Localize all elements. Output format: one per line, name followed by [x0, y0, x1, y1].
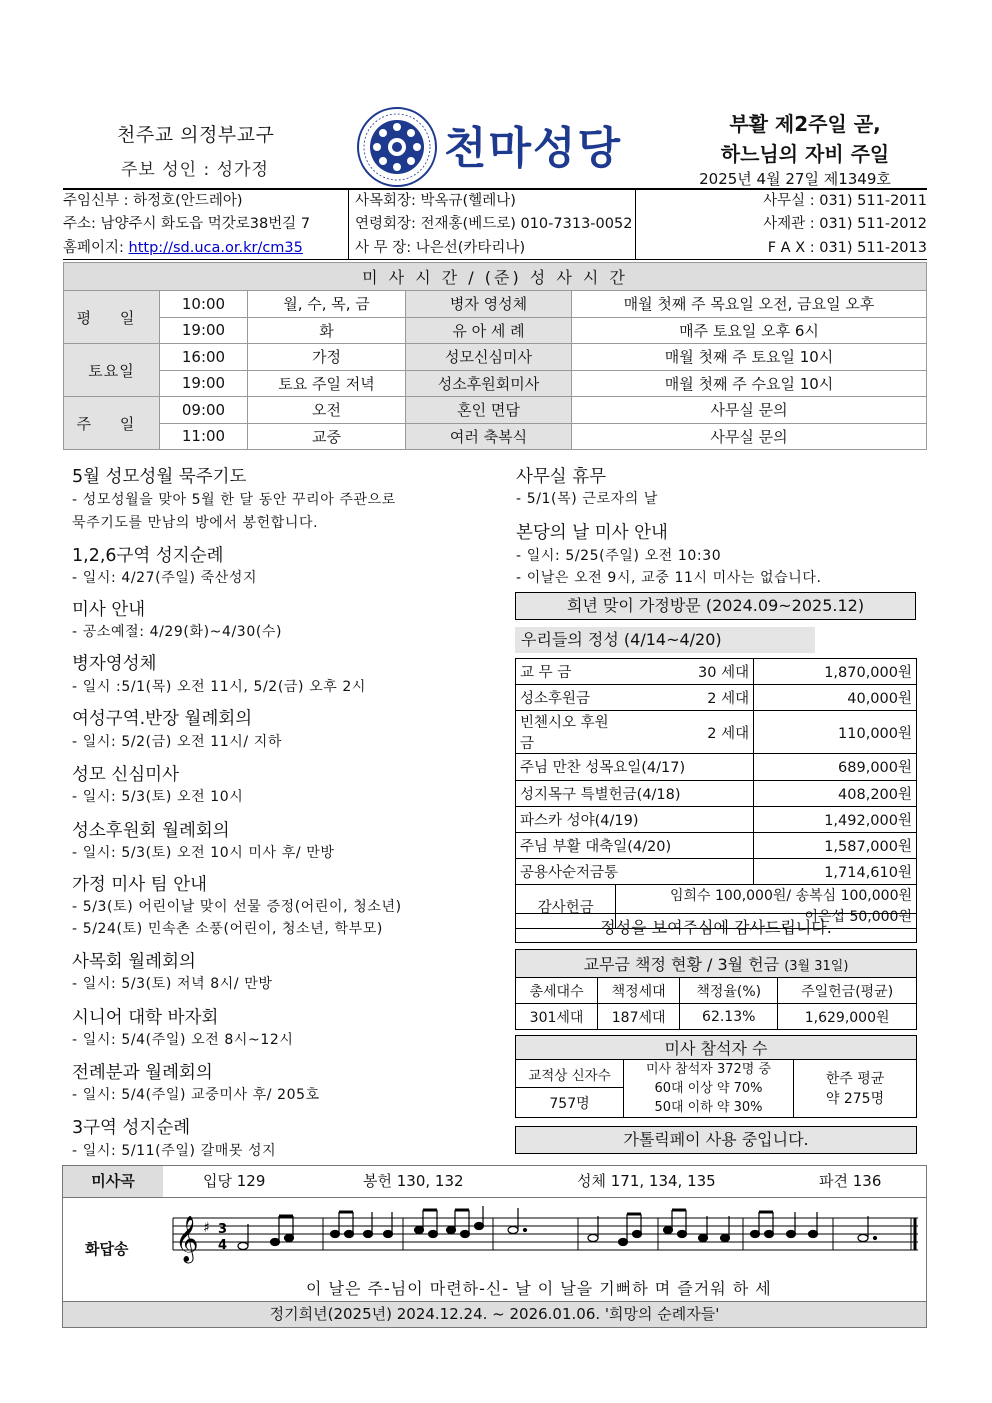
psalm-score: [163, 1206, 923, 1276]
news-line: - 일시 :5/1(목) 오전 11시, 5/2(금) 오후 2시: [72, 679, 367, 695]
offering-name: 빈첸시오 후원금: [516, 711, 616, 754]
news-line: - 일시: 5/4(주일) 교중미사 후/ 205호: [72, 1087, 320, 1103]
weekly-average-label: 한주 평균: [825, 1070, 885, 1087]
offertory-hymn: 봉헌 130, 132: [363, 1172, 464, 1190]
homepage-label: 홈페이지:: [63, 239, 129, 256]
table-row: [516, 780, 917, 806]
time-sig-top: 3: [218, 1222, 228, 1237]
mass-day: 가정: [248, 344, 406, 371]
treble-clef-icon: 𝄞: [175, 1216, 199, 1262]
sacrament-name: 유 아 세 례: [406, 317, 572, 344]
church-name: 천마성당: [444, 123, 623, 174]
news-line: - 일시: 5/4(주일) 오전 8시~12시: [72, 1032, 294, 1048]
offering-name: 주님 만찬 성목요일(4/17): [516, 754, 754, 780]
news-line: - 일시: 5/3(토) 저녁 8시/ 만방: [72, 976, 273, 992]
offering-name: 성지목구 특별헌금(4/18): [516, 780, 754, 806]
news-line: 묵주기도를 만남의 방에서 봉헌합니다.: [72, 515, 319, 531]
sacrament-time: 사무실 문의: [572, 397, 927, 424]
issue-date: 2025년 4월 27일 제1349호: [699, 170, 891, 188]
news-title: 성모 신심미사: [72, 765, 179, 785]
thanks-offering-label: 감사헌금: [516, 885, 616, 929]
mass-day: 교중: [248, 423, 406, 450]
table-row: [516, 806, 917, 832]
tithe-value: 187세대: [598, 1004, 680, 1030]
group-sunday: 주 일: [64, 397, 160, 450]
news-title: 전례분과 월례회의: [72, 1063, 213, 1083]
sacrament-name: 혼인 면담: [406, 397, 572, 424]
rectory-phone: 사제관 : 031) 511-2012: [763, 216, 927, 233]
table-row: [516, 659, 917, 685]
feast-title-line1: 부활 제2주일 곧,: [729, 112, 881, 136]
entrance-hymn: 입당 129: [203, 1172, 266, 1190]
table-row: [516, 754, 917, 780]
table-row: [516, 685, 917, 711]
psalm-label: 화답송: [85, 1240, 129, 1258]
mass-music-label: 미사곡: [63, 1166, 163, 1197]
mass-day: 오전: [248, 397, 406, 424]
weekly-average-value: 약 275명: [825, 1090, 885, 1107]
fax: F A X : 031) 511-2013: [767, 239, 927, 256]
offerings-table: [515, 658, 917, 929]
news-title: 미사 안내: [72, 600, 146, 620]
patron-saint: 주보 성인 : 성가정: [121, 160, 269, 180]
sacrament-time: 매주 토요일 오후 6시: [572, 317, 927, 344]
mass-schedule-table: [63, 262, 927, 450]
catholic-pay-banner: 가톨릭페이 사용 중입니다.: [515, 1126, 917, 1154]
home-visit-banner: 희년 맞이 가정방문 (2024.09~2025.12): [515, 592, 916, 620]
mass-time: 16:00: [160, 344, 248, 371]
pastor: 주임신부 : 하정호(안드레아): [63, 193, 243, 209]
tithe-table: [515, 949, 917, 1030]
group-saturday: 토요일: [64, 344, 160, 397]
offering-amount: 40,000원: [754, 685, 917, 711]
attendance-detail: 50대 이하 약 30%: [654, 1100, 763, 1115]
news-line: - 이날은 오전 9시, 교중 11시 미사는 없습니다.: [516, 570, 822, 586]
sacrament-time: 매월 첫째 주 토요일 10시: [572, 344, 927, 371]
attendance-detail: 미사 참석자 372명 중: [645, 1062, 772, 1077]
thanks-offering-line1: 임희수 100,000원/ 송복심 100,000원: [669, 887, 912, 904]
tithe-header: 주일헌금(평균): [778, 978, 917, 1004]
sacrament-time: 매월 첫째 주 수요일 10시: [572, 370, 927, 397]
mass-time: 09:00: [160, 397, 248, 424]
table-row: [516, 832, 917, 858]
news-title: 성소후원회 월례회의: [72, 821, 230, 841]
mass-day: 화: [248, 317, 406, 344]
offering-amount: 1,587,000원: [754, 832, 917, 858]
tithe-title-date: (3월 31일): [784, 959, 849, 974]
time-sig-bottom: 4: [218, 1238, 228, 1253]
tithe-header: 책정율(%): [680, 978, 778, 1004]
sacrament-time: 사무실 문의: [572, 423, 927, 450]
offering-amount: 1,714,610원: [754, 859, 917, 885]
mass-day: 월, 수, 목, 금: [248, 291, 406, 318]
sharp-icon: ♯: [203, 1220, 210, 1236]
parish-info: [63, 188, 927, 260]
offering-amount: 110,000원: [754, 711, 917, 754]
table-row: [516, 711, 917, 754]
news-line: - 일시: 5/3(토) 오전 10시 미사 후/ 만방: [72, 845, 335, 861]
address: 주소: 남양주시 화도읍 먹갓로38번길 7: [63, 216, 311, 233]
attendance-table: [515, 1035, 917, 1118]
group-weekday: 평 일: [64, 291, 160, 344]
tithe-title: 교무금 책정 현황 / 3월 헌금: [583, 955, 780, 974]
tithe-header: 책정세대: [598, 978, 680, 1004]
news-title: 가정 미사 팀 안내: [72, 875, 208, 895]
tithe-value: 301세대: [516, 1004, 598, 1030]
news-title: 3구역 성지순례: [72, 1118, 191, 1138]
sacrament-name: 성소후원회미사: [406, 370, 572, 397]
sacrament-name: 성모신심미사: [406, 344, 572, 371]
news-title: 본당의 날 미사 안내: [516, 523, 668, 543]
attendance-detail: 60대 이상 약 70%: [654, 1081, 763, 1096]
office-phone: 사무실 : 031) 511-2011: [763, 193, 927, 209]
news-title: 사목회 월례회의: [72, 952, 196, 972]
feast-title-line2: 하느님의 자비 주일: [720, 142, 890, 166]
sacrament-time: 매월 첫째 주 목요일 오전, 금요일 오후: [572, 291, 927, 318]
news-line: - 일시: 4/27(주일) 죽산성지: [72, 570, 258, 586]
offering-count: 30 세대: [616, 659, 754, 685]
mass-time: 19:00: [160, 370, 248, 397]
thanks-offering-line2: 이은섭 50,000원: [804, 908, 912, 925]
news-title: 시니어 대학 바자회: [72, 1008, 219, 1028]
tithe-value: 62.13%: [680, 1004, 778, 1030]
mass-time: 10:00: [160, 291, 248, 318]
sacrament-name: 여러 축복식: [406, 423, 572, 450]
news-line: - 일시: 5/2(금) 오전 11시/ 지하: [72, 734, 282, 750]
news-line: - 공소예절: 4/29(화)~4/30(수): [72, 624, 283, 640]
thanks-message: 정성을 보여주심에 감사드립니다.: [515, 913, 917, 943]
offering-name: 공용사순저금통: [516, 859, 754, 885]
mass-schedule-title: 미 사 시 간 / (준) 성 사 시 간: [64, 263, 927, 291]
offering-amount: 1,492,000원: [754, 806, 917, 832]
diocese-seal-logo: [356, 106, 438, 188]
registered-value: 757명: [516, 1088, 624, 1118]
diocese-name: 천주교 의정부교구: [117, 124, 275, 146]
homepage-link[interactable]: http://sd.uca.or.kr/cm35: [128, 239, 303, 256]
mass-time: 11:00: [160, 423, 248, 450]
news-line: - 일시: 5/25(주일) 오전 10:30: [516, 548, 722, 564]
offering-count: 2 세대: [616, 685, 754, 711]
office-manager: 사 무 장: 나은선(카타리나): [355, 239, 526, 256]
funeral-president: 연령회장: 전재홍(베드로) 010-7313-0052: [355, 216, 633, 233]
news-line: - 성모성월을 맞아 5월 한 달 동안 꾸리아 주관으로: [72, 492, 396, 508]
news-title: 5월 성모성월 묵주기도: [72, 467, 247, 487]
jubilee-footer: 정기희년(2025년) 2024.12.24. ~ 2026.01.06. '희망의 순례자들': [63, 1301, 926, 1327]
sacrament-name: 병자 영성체: [406, 291, 572, 318]
news-line: - 일시: 5/3(토) 오전 10시: [72, 789, 244, 805]
tithe-header: 총세대수: [516, 978, 598, 1004]
news-line: - 5/1(목) 근로자의 날: [516, 491, 659, 507]
offering-name: 성소후원금: [516, 685, 616, 711]
council-president: 사목회장: 박옥규(헬레나): [355, 193, 516, 209]
mass-day: 토요 주일 저녁: [248, 370, 406, 397]
attendance-title: 미사 참석자 수: [516, 1036, 917, 1060]
table-row: [516, 859, 917, 885]
communion-hymn: 성체 171, 134, 135: [577, 1172, 716, 1190]
offering-amount: 1,870,000원: [754, 659, 917, 685]
offering-name: 교 무 금: [516, 659, 616, 685]
mass-time: 19:00: [160, 317, 248, 344]
news-title: 사무실 휴무: [516, 467, 607, 487]
offering-name: 파스카 성야(4/19): [516, 806, 754, 832]
news-line: - 일시: 5/11(주일) 갈매못 성지: [72, 1143, 277, 1159]
offering-amount: 689,000원: [754, 754, 917, 780]
news-line: - 5/3(토) 어린이날 맞이 선물 증정(어린이, 청소년): [72, 899, 402, 915]
news-title: 1,2,6구역 성지순례: [72, 546, 224, 566]
dismissal-hymn: 파견 136: [819, 1172, 882, 1190]
tithe-value: 1,629,000원: [778, 1004, 917, 1030]
offerings-title: 우리들의 정성 (4/14~4/20): [515, 627, 815, 653]
offering-count: 2 세대: [616, 711, 754, 754]
music-section: [62, 1165, 927, 1328]
psalm-lyrics: 이 날은 주-님이 마련하-신- 날 이 날을 기뻐하 며 즐거워 하 세: [306, 1279, 772, 1298]
news-title: 병자영성체: [72, 654, 157, 674]
news-line: - 5/24(토) 민속촌 소풍(어린이, 청소년, 학부모): [72, 921, 383, 937]
offering-amount: 408,200원: [754, 780, 917, 806]
registered-label: 교적상 신자수: [516, 1060, 624, 1088]
news-title: 여성구역.반장 월례회의: [72, 709, 253, 729]
offering-name: 주님 부활 대축일(4/20): [516, 832, 754, 858]
